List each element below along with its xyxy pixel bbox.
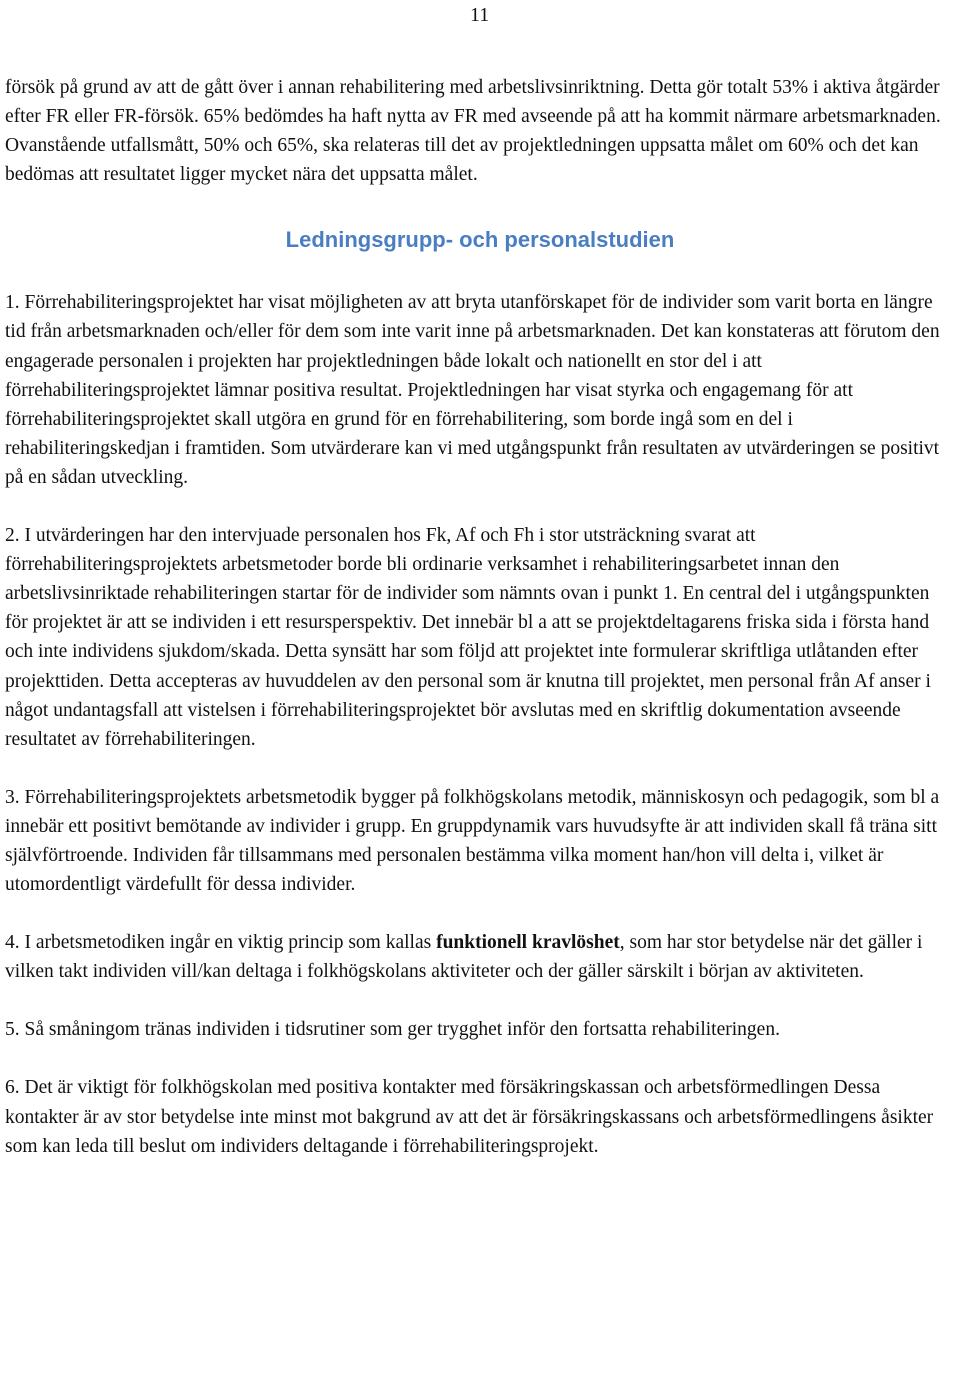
- point-5-paragraph: 5. Så småningom tränas individen i tidsrutiner som ger trygghet inför den fortsatta rehabiliteringen.: [5, 1019, 780, 1041]
- point-4-bold-term: funktionell kravlöshet: [436, 932, 620, 954]
- point-3-paragraph: 3. Förrehabiliteringsprojektets arbetsmetodik bygger på folkhögskolans metodik, människosyn och pedagogik, som bl a innebär ett positivt bemötande av individer i grupp. En gruppdynamik vars huvudsyfte är att individen skall få träna sitt självförtroende. Individen får tillsammans med personalen bestämma vilka moment han/hon vill delta i, vilket är utomordentligt värdefullt för dessa individer.: [5, 786, 940, 896]
- document-body: [5, 73, 955, 1161]
- point-4-paragraph: [5, 928, 955, 986]
- point-1-paragraph: 1. Förrehabiliteringsprojektet har visat möjligheten av att bryta utanförskapet för de individer som varit borta en längre tid från arbetsmarknaden och/eller för dem som inte varit inne på arbetsmarknaden. Det kan konstateras att förutom den engagerade personalen i projekten har projektledningen både lokalt och nationellt en stor del i att förrehabiliteringsprojektet lämnar positiva resultat. Projektledningen har visat styrka och engagemang för att förrehabiliteringsprojektet skall utgöra en grund för en förrehabilitering, som borde ingå som en del i rehabiliteringskedjan i framtiden. Som utvärderare kan vi med utgångspunkt från resultaten av utvärderingen se positivt på en sådan utveckling.: [5, 292, 940, 488]
- page-number: 11: [470, 4, 490, 26]
- point-4-text-before: 4. I arbetsmetodiken ingår en viktig princip som kallas: [5, 932, 437, 954]
- section-heading: Ledningsgrupp- och personalstudien: [285, 227, 675, 253]
- point-4-text-after: , som har stor betydelse när det gäller i vilken takt individen vill/kan deltaga i folkhögskolans aktiviteter och der gäller särskilt i början av aktiviteten.: [5, 932, 923, 983]
- point-2-paragraph: 2. I utvärderingen har den intervjuade personalen hos Fk, Af och Fh i stor utsträckning svarat att förrehabiliteringsprojektets arbetsmetoder borde bli ordinarie verksamhet i rehabiliteringsarbetet innan den arbetslivsinriktade rehabiliteringen startar för de individer som nämnts ovan i punkt 1. En central del i utgångspunkten för projektet är att se individen i ett resursperspektiv. Det innebär bl a att se projektdeltagarens friska sida i första hand och inte individens sjukdom/skada. Detta synsätt har som följd att projektet inte formulerar skriftliga utlåtanden efter projekttiden. Detta accepteras av huvuddelen av den personal som är knutna till projektet, men personal från Af anser i något undantagsfall att vistelsen i förrehabiliteringsprojektet bör avslutas med en skriftlig dokumentation avseende resultatet av förrehabiliteringen.: [5, 525, 931, 750]
- intro-paragraph: försök på grund av att de gått över i annan rehabilitering med arbetslivsinriktning. Detta gör totalt 53% i aktiva åtgärder efter FR eller FR-försök. 65% bedömdes ha haft nytta av FR med avseende på att ha kommit närmare arbetsmarknaden. Ovanstående utfallsmått, 50% och 65%, ska relateras till det av projektledningen uppsatta målet om 60% och det kan bedömas att resultatet ligger mycket nära det uppsatta målet.: [5, 77, 941, 186]
- point-6-paragraph: 6. Det är viktigt för folkhögskolan med positiva kontakter med försäkringskassan och arbetsförmedlingen Dessa kontakter är av stor betydelse inte minst mot bakgrund av att det är försäkringskassans och arbetsförmedlingens åsikter som kan leda till beslut om individers deltagande i förrehabiliteringsprojekt.: [5, 1077, 934, 1157]
